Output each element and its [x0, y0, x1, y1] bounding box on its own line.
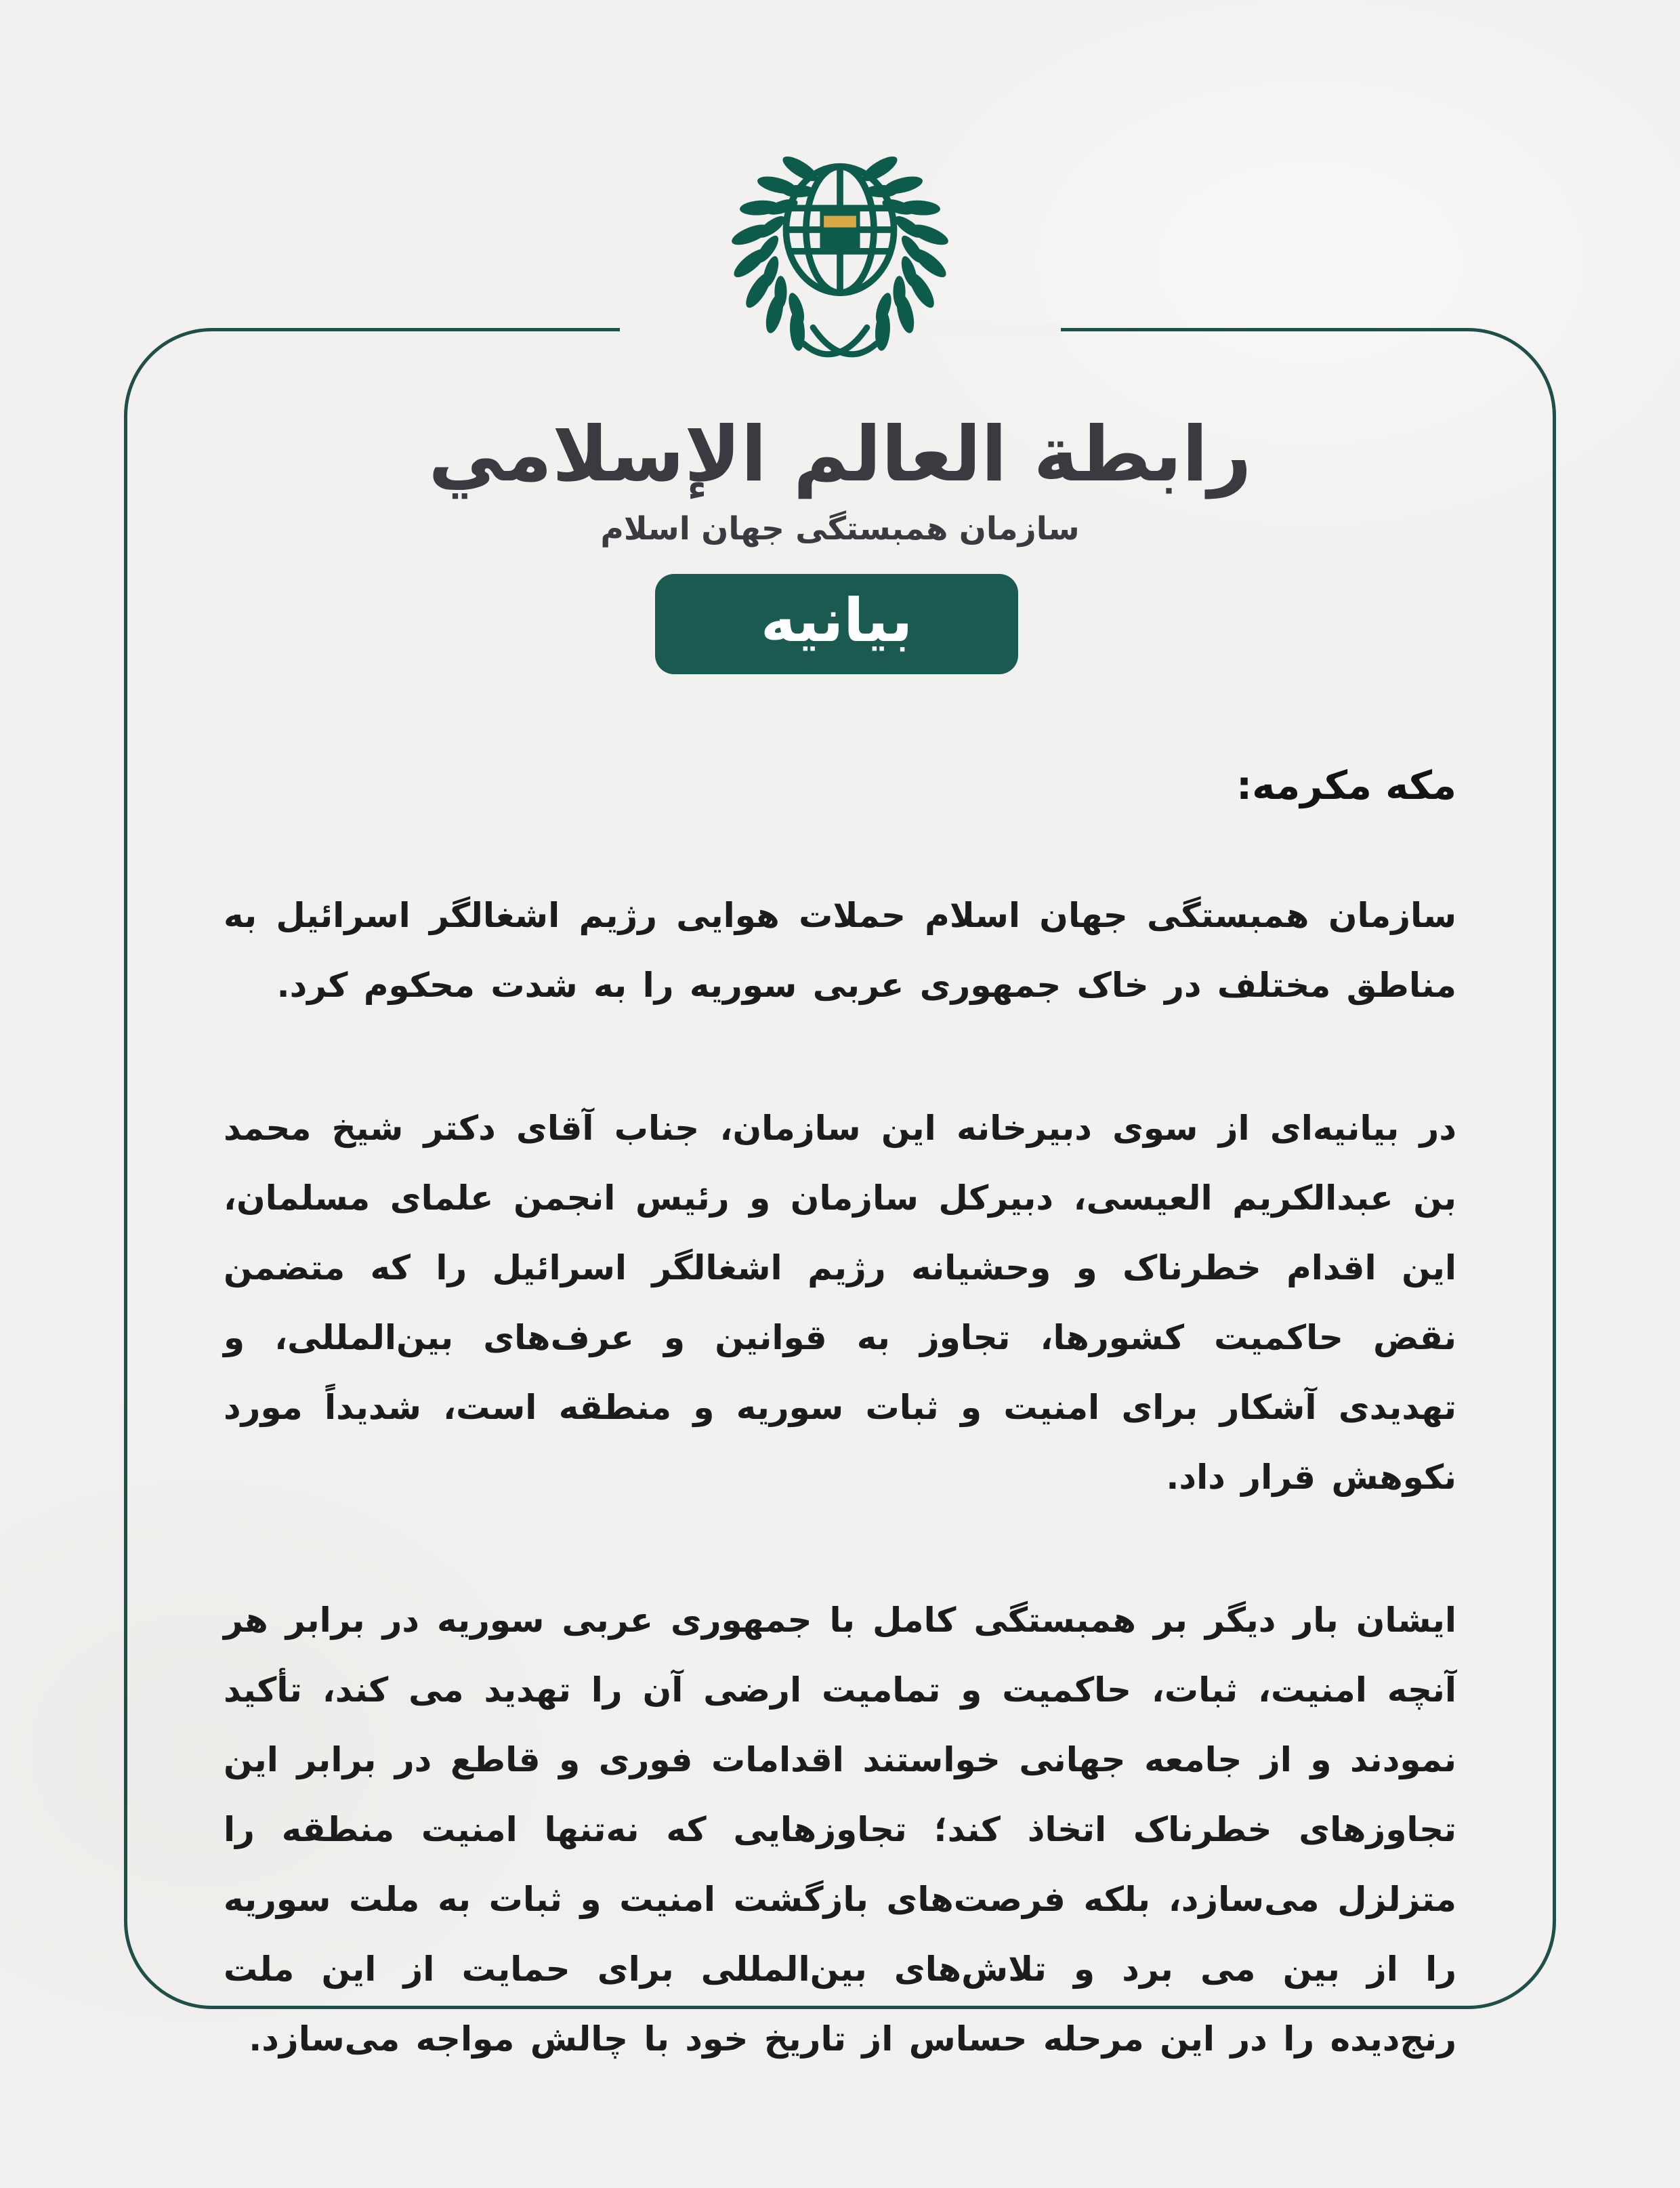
calligraphy-title: رابطة العالم الإسلامي [428, 411, 1252, 499]
banner-label: بیانیه [760, 585, 913, 655]
statement-banner [655, 574, 1018, 674]
salutation: مکه مکرمه: [1236, 762, 1456, 808]
mwl-logo [717, 100, 963, 393]
laurel-wreath-globe-kaaba-icon [717, 100, 963, 393]
paragraph-solidarity-call: ایشان بار دیگر بر همبستگی کامل با جمهوری عربی سوریه در برابر هر آنچه امنیت، ثبات، حاکمیت و تمامیت ارضی آن را تهدید می کند، تأکید نمودند و از جامعه جهانی خواستند اقدامات فوری و قاطع در برابر این تجاوزهای خطرناک اتخاذ کند؛ تجاوزهایی که نه‌تنها امنیت منطقه را متزلزل می‌سازد، بلکه فرصت‌های بازگشت امنیت و ثبات به ملت سوریه را از بین می برد و تلاش‌های بین‌المللی برای حمایت از این ملت رنج‌دیده را در این مرحله حساس از تاریخ خود با چالش مواجه می‌سازد. [224, 1601, 1456, 2059]
paragraph-secretary-general-statement: در بیانیه‌ای از سوی دبیرخانه این سازمان، جناب آقای دکتر شیخ محمد بن عبدالکریم العیسی، دبیرکل سازمان و رئیس انجمن علمای مسلمان، این اقدام خطرناک و وحشیانه رژیم اشغالگر اسرائیل را که متضمن نقض حاکمیت کشورها، تجاوز به قوانین و عرف‌های بین‌المللی، و تهدیدی آشکار برای امنیت و ثبات سوریه و منطقه است، شدیداً مورد نکوهش قرار داد. [224, 1109, 1456, 1497]
statement-body [224, 758, 1456, 2147]
paragraph-condemnation: سازمان همبستگی جهان اسلام حملات هوایی رژیم اشغالگر اسرائیل به مناطق مختلف در خاک جمهوری عربی سوریه را به شدت محکوم کرد. [224, 896, 1456, 1005]
organization-name: سازمان همبستگی جهان اسلام [600, 510, 1080, 548]
